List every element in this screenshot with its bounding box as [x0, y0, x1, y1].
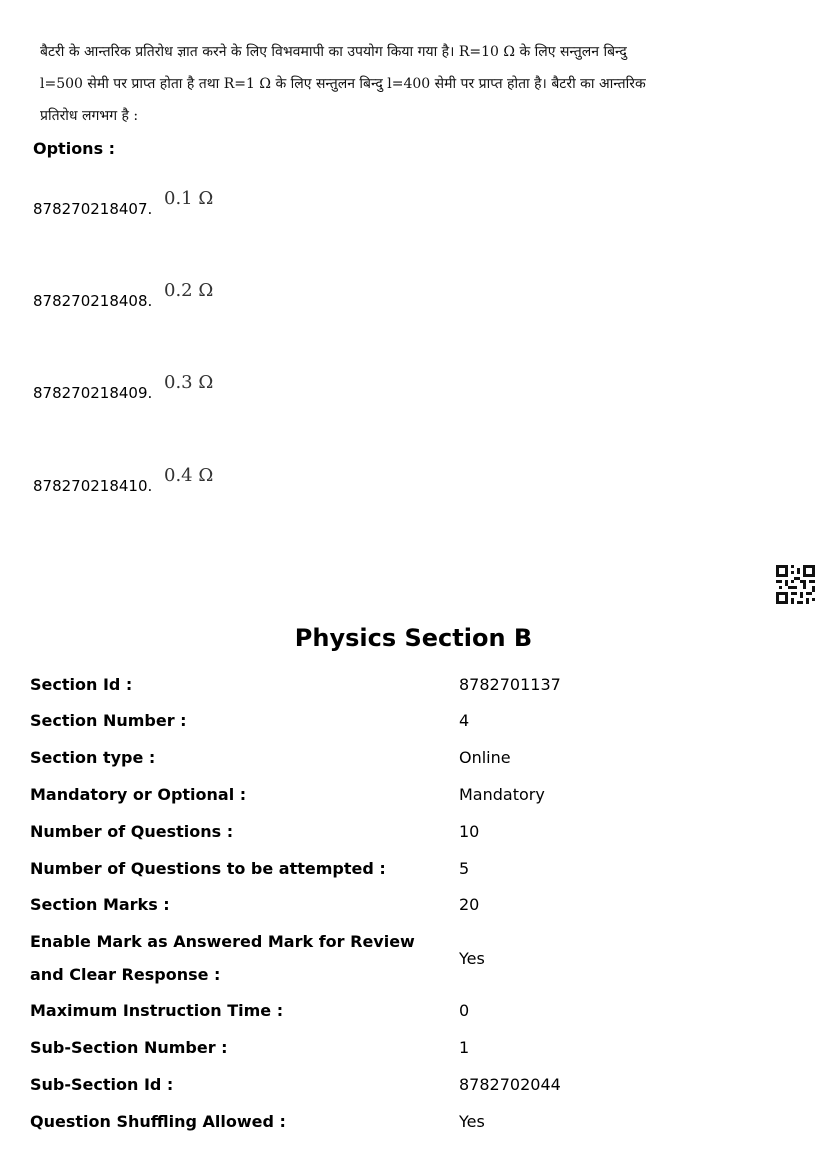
option-id: 878270218407. — [33, 200, 153, 218]
option-id: 878270218409. — [33, 384, 153, 402]
row-label: Section Number : — [30, 711, 187, 730]
row-label: Number of Questions to be attempted : — [30, 859, 386, 878]
row-label: Sub-Section Id : — [30, 1075, 174, 1094]
row-value: 8782701137 — [459, 675, 561, 694]
row-value: Yes — [459, 949, 485, 968]
row-value: Online — [459, 748, 511, 767]
question-line: l=500 सेमी पर प्राप्त होता है तथा R=1 Ω के लिए सन्तुलन बिन्दु l=400 सेमी पर प्राप्त होता है। बैटरी का आन्तरिक — [40, 76, 646, 92]
option-value: 0.2 Ω — [164, 280, 214, 301]
option-value: 0.3 Ω — [164, 372, 214, 393]
row-value: 1 — [459, 1038, 470, 1057]
row-label: Sub-Section Number : — [30, 1038, 228, 1057]
row-label: Maximum Instruction Time : — [30, 1001, 284, 1020]
row-label: Number of Questions : — [30, 822, 234, 841]
row-label: Mandatory or Optional : — [30, 785, 247, 804]
row-label: Question Shuffling Allowed : — [30, 1112, 286, 1131]
question-line: बैटरी के आन्तरिक प्रतिरोध ज्ञात करने के लिए विभवमापी का उपयोग किया गया है। R=10 Ω के लिए सन्तुलन बिन्दु — [40, 44, 627, 60]
options-heading: Options : — [33, 139, 116, 158]
option-value: 0.1 Ω — [164, 188, 214, 209]
option-id: 878270218408. — [33, 292, 153, 310]
row-label: Enable Mark as Answered Mark for Review and Clear Response : — [30, 932, 415, 984]
qr-code-icon — [776, 565, 815, 604]
row-value: 20 — [459, 895, 480, 914]
question-text — [40, 36, 646, 132]
section-title: Physics Section B — [294, 624, 533, 652]
row-value: 10 — [459, 822, 480, 841]
row-value: Mandatory — [459, 785, 545, 804]
option-id: 878270218410. — [33, 477, 153, 495]
row-label: Section type : — [30, 748, 156, 767]
question-line: प्रतिरोध लगभग है : — [40, 108, 139, 124]
row-label: Section Marks : — [30, 895, 170, 914]
row-value: 0 — [459, 1001, 470, 1020]
row-value: 8782702044 — [459, 1075, 561, 1094]
option-value: 0.4 Ω — [164, 465, 214, 486]
row-label: Section Id : — [30, 675, 133, 694]
row-value: 5 — [459, 859, 470, 878]
row-value: Yes — [459, 1112, 485, 1131]
row-value: 4 — [459, 711, 470, 730]
